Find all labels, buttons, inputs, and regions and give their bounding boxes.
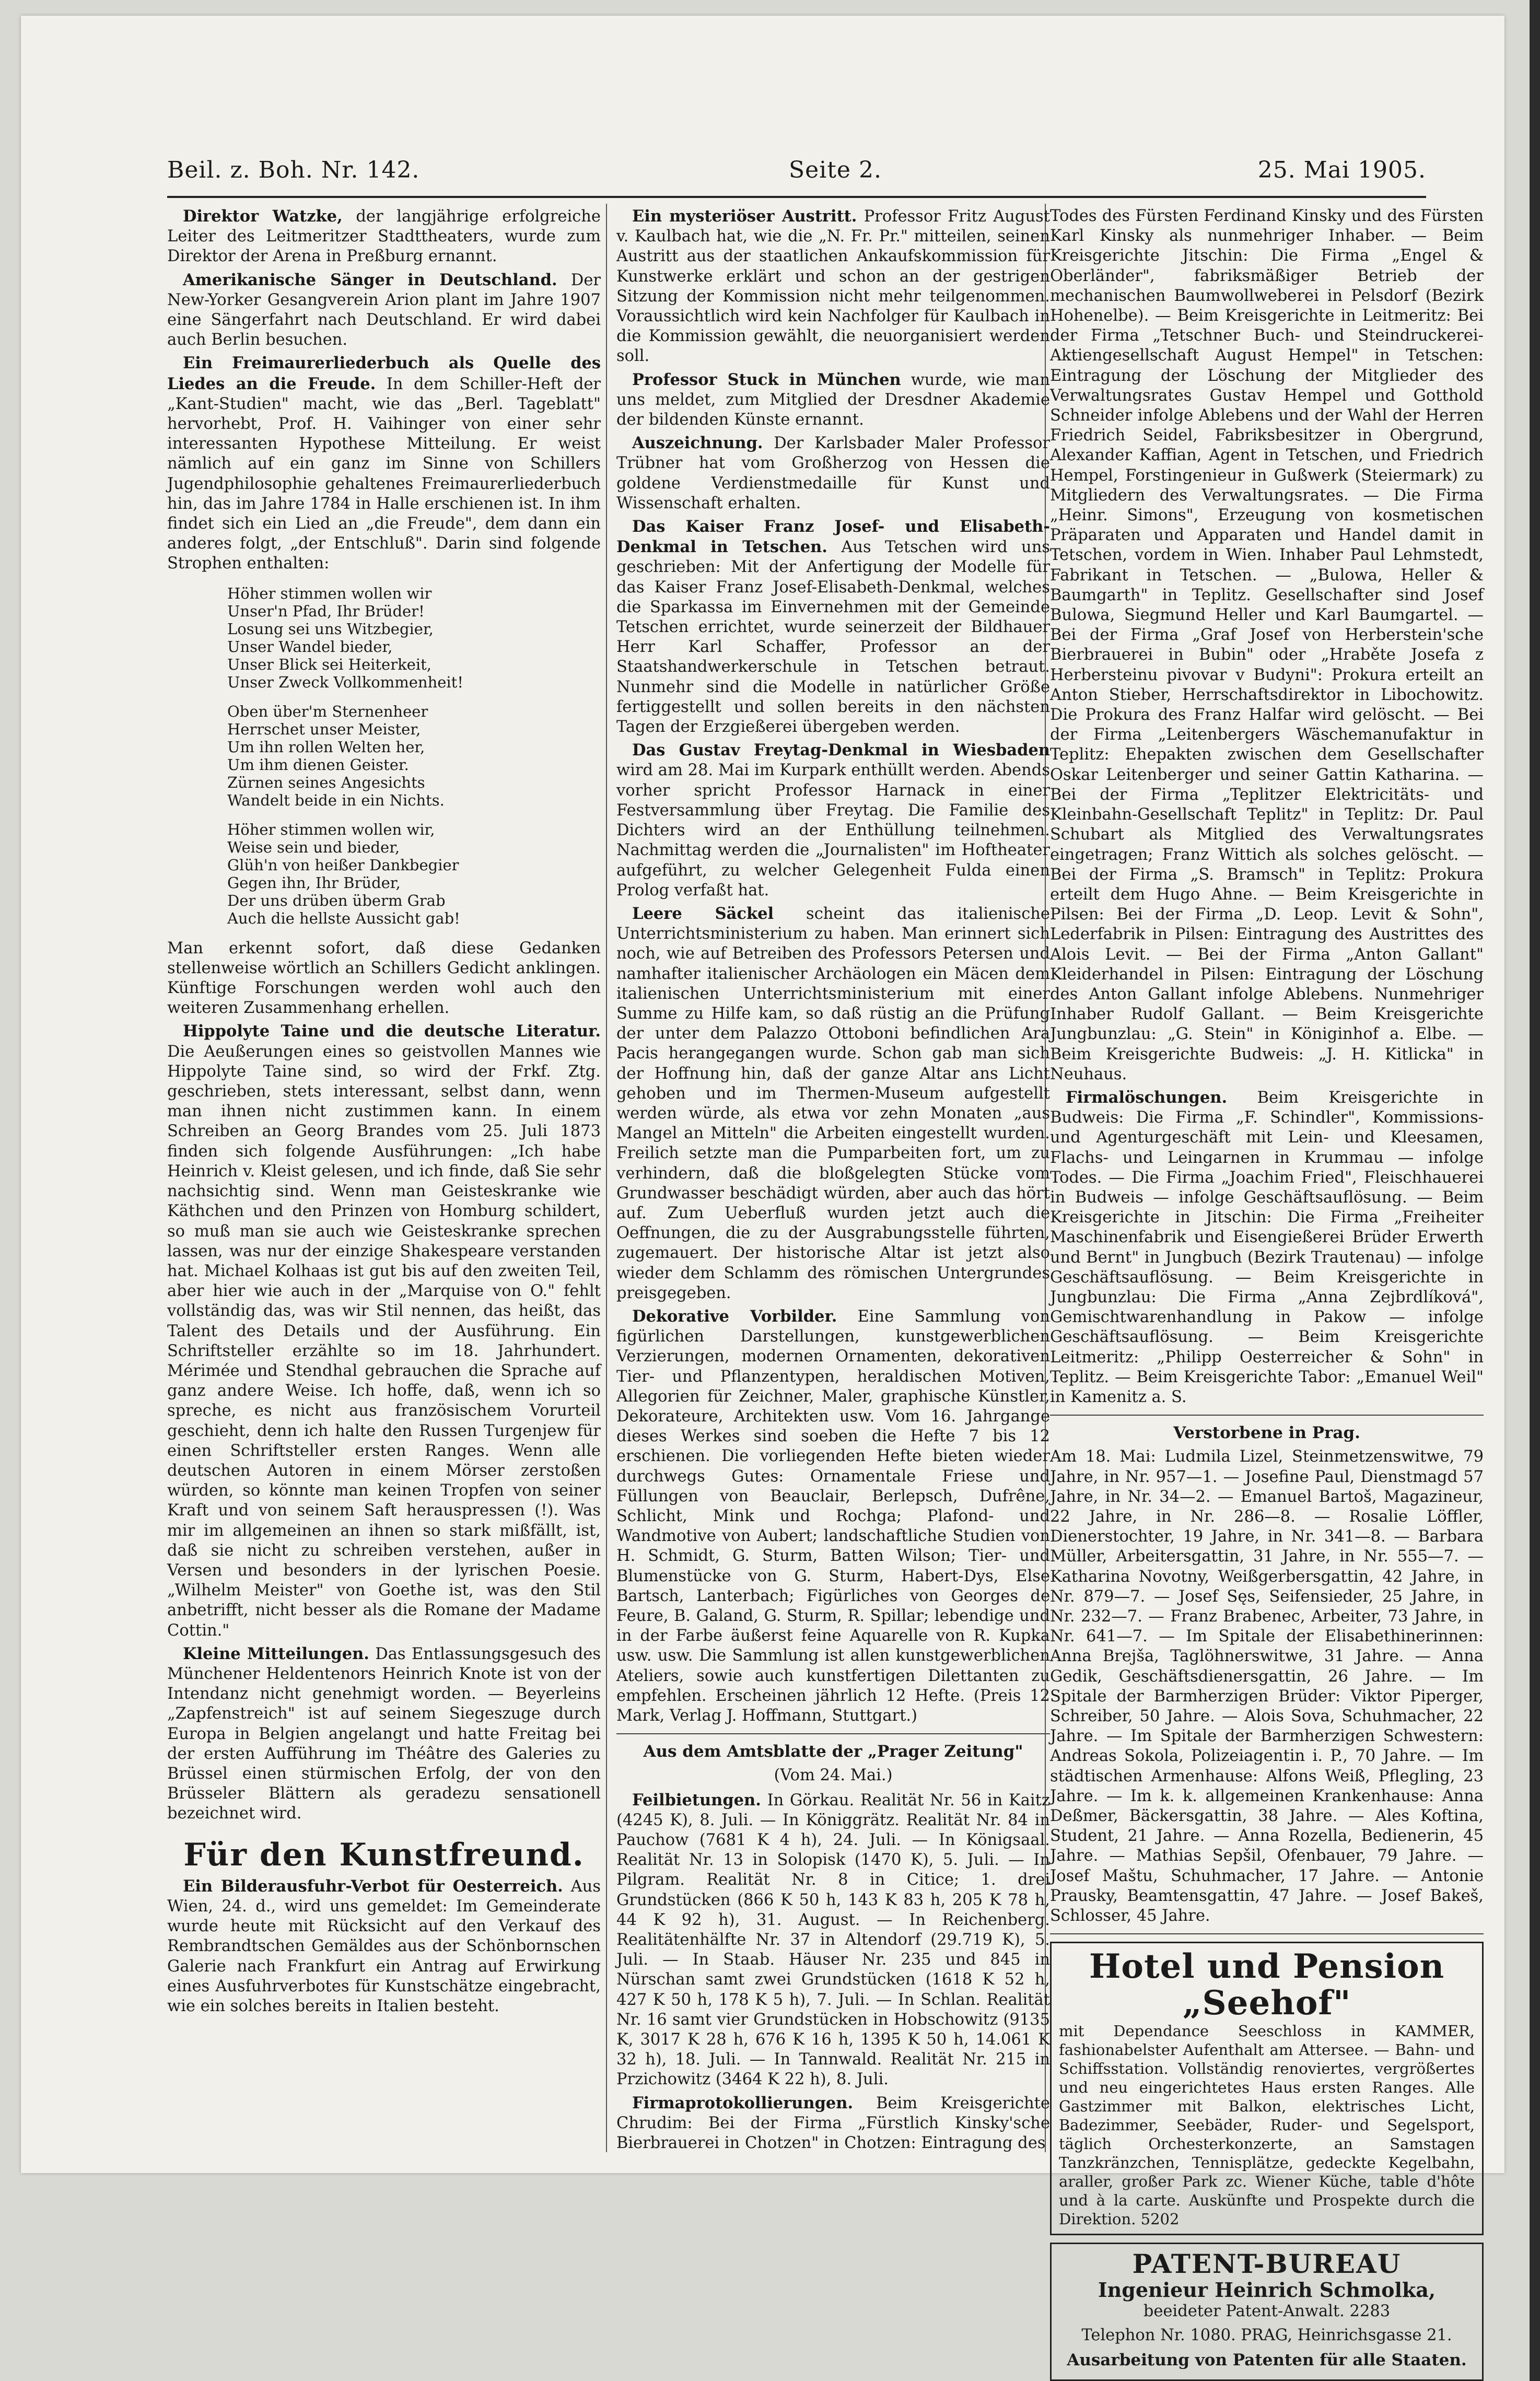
article-ausfuhrverbot (167, 1876, 601, 2016)
poem-line: Wandelt beide in ein Nichts. (227, 791, 445, 809)
header-divider (167, 196, 1426, 198)
article-body: der langjährige erfolgreiche Leiter des Leitmeritzer Stadttheaters, wurde zum Direktor der Arena in Preßburg ernannt. (167, 207, 601, 266)
poem-line: Unser Zweck Vollkommenheit! (227, 673, 463, 691)
article-title: Ein Bilderausfuhr-Verbot für Oesterreich. (183, 1876, 563, 1896)
column-divider (606, 204, 607, 2152)
article-mitteilungen (167, 1644, 601, 1824)
ad-title: Hotel und Pension „Seehof" (1089, 1947, 1445, 2023)
article-firmaprotokoll (616, 2093, 1050, 2154)
article-saeckel (616, 904, 1050, 1303)
poem-stanza (227, 585, 601, 691)
article-title: Hippolyte Taine und die deutsche Literatur. (183, 1022, 601, 1041)
article-firmaloeschungen (1050, 1088, 1484, 1407)
article-title: Kleine Mitteilungen. (183, 1644, 369, 1663)
section-title: Für den Kunstfreund. (183, 1836, 585, 1873)
advertisement-seehof (1050, 1942, 1484, 2235)
poem-line: Weise sein und bieder, (227, 838, 400, 856)
poem-stanza (227, 821, 601, 927)
article-body: Man erkennt sofort, daß diese Gedanken stellenweise wörtlich an Schillers Gedicht anklingen. Künftige Forschungen werden wohl auch den weiteren Zusammenhang erhellen. (167, 939, 601, 1018)
article-freimaurer (167, 353, 601, 574)
article-freytag (616, 740, 1050, 901)
article-body: wurde, wie man uns meldet, zum Mitglied der Dresdner Akademie der bildenden Künste ernannt. (616, 370, 1050, 429)
scan-edge (1530, 0, 1540, 2381)
header-page-number: Seite 2. (789, 157, 882, 183)
page-header (167, 157, 1426, 193)
article-body: In dem Schiller-Heft der „Kant-Studien" macht, wie das „Berl. Tageblatt" hervorhebt, Prof. H. Vaihinger von einer sehr interessanten Hypothese Mitteilung. Er weist nämlich auf ein ganz im Sinne von Schillers Jugendphilosophie gehaltenes Freimaurerliederbuch hin, das im Jahre 1784 in Halle erschienen ist. In ihm findet sich ein Lied an „die Freude", dem dann ein anderes folgt, „der Entschluß". Darin sind folgende Strophen enthalten: (167, 375, 601, 573)
poem-line: Höher stimmen wollen wir, (227, 820, 435, 838)
article-title: Ein Freimaurerliederbuch als Quelle des Liedes an die Freude. (167, 354, 601, 393)
article-title: Das Gustav Freytag-Denkmal in Wiesbaden (632, 741, 1050, 760)
article-title: Firmaprotokollierungen. (632, 2093, 854, 2112)
poem (227, 585, 601, 927)
deaths-title: Verstorbene in Prag. (1173, 1423, 1360, 1443)
article-stuck (616, 370, 1050, 430)
article-body: In Görkau. Realität Nr. 56 in Kaitz (4245 K), 8. Juli. — In Königgrätz. Realität Nr. 84 in Pauchow (7681 K 4 h), 24. Juli. — In Königsaal. Realität Nr. 13 in Solopisk (1470 K), 5. Juli. — In Pilgram. Realität Nr. 8 in Citice; 1. drei Grundstücken (866 K 50 h, 143 K 83 h, 205 K 78 h, 44 K 92 h), 31. August. — In Reichenberg. Realitätenhälfte Nr. 37 in Altendorf (29.719 K), 5. Juli. — In Staab. Häuser Nr. 235 und 845 in Nürschan samt zwei Grundstücken (1618 K 52 h, 427 K 50 h, 178 K 5 h), 7. Juli. — In Schlan. Realität Nr. 16 samt vier Grundstücken in Hobschowitz (9135 K, 3017 K 28 h, 676 K 16 h, 1395 K 50 h, 14.061 K 32 h), 18. Juli. — In Tannwald. Realität Nr. 215 in Przichowitz (3464 K 22 h), 8. Juli. (616, 1791, 1050, 2089)
poem-line: Unser Wandel bieder, (227, 637, 393, 656)
article-body: Der New-Yorker Gesangverein Arion plant im Jahre 1907 eine Sängerfahrt nach Deutschland. Er wird dabei auch Berlin besuchen. (167, 271, 601, 349)
article-title: Leere Säckel (632, 904, 774, 923)
article-title: Direktor Watzke, (183, 207, 343, 226)
column-3 (1050, 206, 1484, 2370)
article-title: Firmalöschungen. (1066, 1088, 1228, 1107)
newspaper-page (21, 16, 1504, 2370)
poem-line: Unser'n Pfad, Ihr Brüder! (227, 602, 425, 620)
article-feilbietungen (616, 1790, 1050, 2090)
poem-line: Um ihn rollen Welten her, (227, 738, 425, 756)
article-body: Aus Wien, 24. d., wird uns gemeldet: Im Gemeinderate wurde heute mit Rücksicht auf den Verkauf des Rembrandtschen Gemäldes aus der Schönbornschen Galerie nach Frankfurt ein Antrag auf Erwirkung eines Ausfuhrverbotes für Kunstschätze eingebracht, wie ein solches bereits in Italien besteht. (167, 1877, 601, 2016)
section-divider (616, 1733, 1050, 1734)
article-body: Das Entlassungsgesuch des Münchener Heldentenors Heinrich Knote ist von der Intendanz nicht genehmigt worden. — Beyerleins „Zapfenstreich" ist auf seinem Siegeszuge durch Europa in Belgien angelangt und hatte Freitag bei der ersten Aufführung im Théâtre des Galeries zu Brüssel einen stürmischen Erfolg, der von den Brüsseler Blättern als geradezu sensationell bezeichnet wird. (167, 1644, 601, 1823)
article-body: Beim Kreisgerichte Chrudim: Bei der Firma „Fürstlich Kinsky'sche Bierbrauerei in Chotzen" in Chotzen: Eintragung des (616, 2094, 1050, 2153)
poem-line: Losung sei uns Witzbegier, (227, 620, 434, 638)
article-body: Aus Tetschen wird uns geschrieben: Mit der Anfertigung der Modelle für das Kaiser Franz Josef-Elisabeth-Denkmal, welches die Sparkassa im Einvernehmen mit der Gemeinde Tetschen errichtet, wurde seinerzeit der Bildhauer Herr Karl Schaffer, Professor an der Staatshandwerkerschule in Tetschen betraut. Nunmehr sind die Modelle in natürlicher Größe fertiggestellt und sollen bereits in den nächsten Tagen der Erzgießerei übergeben werden. (616, 538, 1050, 737)
header-date: 25. Mai 1905. (1257, 157, 1426, 183)
ad-subtitle: beeideter Patent-Anwalt. 2283 (1143, 2302, 1391, 2321)
poem-line: Unser Blick sei Heiterkeit, (227, 655, 431, 673)
article-title: Auszeichnung. (632, 434, 763, 453)
ad-text: mit Dependance Seeschloss in KAMMER, fashionabelster Aufenthalt am Attersee. — Bahn- und Schiffsstation. Vollständig renoviertes, vergrößertes und neu eingerichtetes Haus ersten Ranges. Alle Gastzimmer mit Balkon, elektrisches Licht, Badezimmer, Seebäder, Ruder- und Segelsport, täglich Orchesterkonzerte, an Samstagen Tanzkränzchen, Tennisplätze, gedeckte Kegelbahn, araller, großer Park zc. Wiener Küche, table d'hôte und à la carte. Auskünfte und Prospekte durch die Direktion. 5202 (1059, 2022, 1475, 2228)
poem-line: Der uns drüben überm Grab (227, 891, 446, 909)
poem-line: Oben über'm Sternenheer (227, 702, 428, 720)
ad-text: Ausarbeitung von Patenten für alle Staaten. (1067, 2350, 1467, 2370)
article-title: Professor Stuck in München (632, 370, 901, 389)
article-body: Beim Kreisgerichte in Budweis: Die Firma „F. Schindler", Kommissions- und Agenturgeschäft mit Lein- und Kleesamen, Flachs- und Leingarnen in Krummau — infolge Todes. — Die Firma „Joachim Fried", Fleischhauerei in Budweis — infolge Geschäftsauflösung. — Beim Kreisgerichte in Jitschin: Die Firma „Freiheiter Maschinenfabrik und Eisengießerei Brüder Erwerth und Bernt" in Jungbuch (Bezirk Trautenau) — infolge Geschäftsauflösung. — Beim Kreisgerichte in Jungbunzlau: Die Firma „Anna Zejbrdlíková", Gemischtwarenhandlung in Pakow — infolge Geschäftsauflösung. — Beim Kreisgerichte Leitmeritz: „Philipp Oesterreicher & Sohn" in Teplitz. — Beim Kreisgerichte Tabor: „Emanuel Weil" in Kamenitz a. S. (1050, 1088, 1484, 1406)
section-divider (1050, 1933, 1484, 1934)
article-title: Das Kaiser Franz Josef- und Elisabeth-Denkmal in Tetschen. (616, 517, 1050, 557)
article-saenger (167, 270, 601, 351)
article-body: scheint das italienische Unterrichtsministerium zu haben. Man erinnert sich noch, wie auf Betreiben des Professors Petersen und namhafter italienischer Archäologen ein Mäcen dem italienischen Unterrichtsministerium mit einer Summe zu Hilfe kam, so daß rüstig an die Prüfung der unter dem Palazzo Ottoboni befindlichen Ara Pacis herangegangen wurde. Schon gab man sich der Hoffnung hin, daß der ganze Altar ans Licht gehoben und im Thermen-Museum aufgestellt werden würde, als etwa vor zehn Monaten „aus Mangel an Mitteln" die Arbeiten eingestellt wurden. Freilich setzte man die Pumparbeiten fort, um zu verhindern, daß die bloßgelegten Stücke vom Grundwasser beschädigt würden, aber auch das hört auf. Zum Ueberfluß wurden jetzt auch die Oeffnungen, die zu der Ausgrabungsstelle führten, zugemauert. Der historische Altar ist jetzt also wieder dem Schlamm des römischen Untergrundes preisgegeben. (616, 904, 1050, 1302)
ad-title: PATENT-BUREAU (1132, 2248, 1402, 2280)
poem-line: Gegen ihn, Ihr Brüder, (227, 873, 401, 892)
article-austritt (616, 206, 1050, 367)
amtsblatt-title: Aus dem Amtsblatte der „Prager Zeitung" (643, 1742, 1023, 1761)
poem-line: Glüh'n von heißer Dankbegier (227, 856, 459, 874)
column-1 (167, 206, 601, 2152)
poem-line: Auch die hellste Aussicht gab! (227, 909, 460, 927)
poem-line: Höher stimmen wollen wir (227, 584, 432, 602)
deaths-list: Am 18. Mai: Ludmila Lizel, Steinmetzenswitwe, 79 Jahre, in Nr. 957—1. — Josefine Paul, Dienstmagd 57 Jahre, in Nr. 34—2. — Emanuel Bartoš, Magazineur, 22 Jahre, in Nr. 286—8. — Rosalie Löffler, Dienerstochter, 19 Jahre, in Nr. 341—8. — Barbara Müller, Arbeitersgattin, 31 Jahre, in Nr. 555—7. — Katharina Novotny, Weißgerbersgattin, 42 Jahre, in Nr. 879—7. — Josef Sęs, Seifensieder, 25 Jahre, in Nr. 232—7. — Franz Brabenec, Arbeiter, 73 Jahre, in Nr. 641—7. — Im Spitale der Elisabethinerinnen: Anna Brejša, Taglöhnerswitwe, 31 Jahre. — Anna Gedik, Geschäftsdienersgattin, 26 Jahre. — Im Spitale der Barmherzigen Brüder: Viktor Piperger, Schreiber, 50 Jahre. — Alois Sova, Schuhmacher, 22 Jahre. — Im Spitale der Barmherzigen Schwestern: Andreas Sokola, Polizeiagentin i. P., 70 Jahre. — Im städtischen Armenhause: Alfons Weiß, Pflegling, 23 Jahre. — Im k. k. allgemeinen Krankenhause: Anna Deßmer, Bäckersgattin, 38 Jahre. — Ales Koftina, Student, 21 Jahre. — Anna Rozella, Bedienerin, 45 Jahre. — Mathias Sepšil, Ofenbauer, 79 Jahre. — Josef Maštu, Schuhmacher, 17 Jahre. — Antonie Prausky, Beamtensgattin, 47 Jahre. — Josef Bakeš, Schlosser, 45 Jahre. (1050, 1448, 1484, 1925)
column-2 (616, 206, 1050, 2152)
article-taine (167, 1021, 601, 1640)
article-title: Dekorative Vorbilder. (632, 1306, 837, 1326)
article-watzke (167, 206, 601, 267)
article-body: Die Aeußerungen eines so geistvollen Mannes wie Hippolyte Taine sind, so wird der Frkf. Ztg. geschrieben, stets interessant, selbst dann, wenn man ihnen nicht zustimmen kann. In einem Schreiben an Georg Brandes vom 25. Juli 1873 finden sich folgende Ausführungen: „Ich habe Heinrich v. Kleist gelesen, und ich finde, daß Sie sehr nachsichtig sind. Wenn man Geisteskranke wie Käthchen und den Prinzen von Homburg schildert, so muß man sie auch wie Geisteskranke sprechen lassen, was nur der einzige Shakespeare verstanden hat. Michael Kolhaas ist gut bis auf den zweiten Teil, aber hier wie auch in der „Marquise von O." fehlt vollständig das, was wir Stil nennen, das heißt, das Talent des Details und der Ausführung. Ein Schriftsteller erzählte so im 18. Jahrhundert. Mérimée und Stendhal gebrauchen die Sprache auf ganz andere Weise. Ich hoffe, daß, wenn ich so spreche, es nicht aus französischem Vorurteil geschieht, denn ich halte den Russen Turgenjew für einen Schriftsteller ersten Ranges. Wenn alle deutschen Autoren in einem Mörser zerstoßen würden, so könnte man keinen Tropfen von seiner Kraft und von seinem Saft herauspressen (!). Was mir im allgemeinen an ihnen so stark mißfällt, ist, daß sie nicht zu schreiben verstehen, außer in Versen und besonders in der lyrischen Poesie. „Wilhelm Meister" von Goethe ist, was den Stil anbetrifft, nicht besser als die Romane der Madame Cottin." (167, 1042, 601, 1640)
ad-name: Ingenieur Heinrich Schmolka, (1098, 2278, 1436, 2302)
poem-line: Herrschet unser Meister, (227, 720, 421, 738)
section-divider (1050, 1415, 1484, 1416)
article-title: Amerikanische Sänger in Deutschland. (183, 270, 557, 289)
article-denkmal-tetschen (616, 517, 1050, 737)
article-body: Professor Fritz August v. Kaulbach hat, wie die „N. Fr. Pr." mitteilen, seinen Austritt aus der staatlichen Ankaufskommission für Kunstwerke erklärt und schon an der gestrigen Sitzung der Kommission nicht mehr teilgenommen. Voraussichtlich wird kein Nachfolger für Kaulbach in die Kommission gewählt, die neuorganisiert werden soll. (616, 207, 1050, 366)
article-vorbilder (616, 1306, 1050, 1726)
article-body: Todes des Fürsten Ferdinand Kinsky und des Fürsten Karl Kinsky als nunmehriger Inhaber. — Beim Kreisgerichte Jitschin: Die Firma „Engel & Oberländer", fabriksmäßiger Betrieb der mechanischen Baumwollweberei in Pelsdorf (Bezirk Hohenelbe). — Beim Kreisgerichte in Leitmeritz: Bei der Firma „Tetschner Buch- und Steindruckerei-Aktiengesellschaft August Hempel" in Tetschen: Eintragung der Löschung der Mitglieder des Verwaltungsrates Gustav Hempel und Gotthold Schneider infolge Ablebens und der Wahl der Herren Friedrich Seidel, Fabriksbesitzer in Obergrund, Alexander Kaffian, Agent in Tetschen, und Friedrich Hempel, Forstingenieur in Gußwerk (Steiermark) zu Mitgliedern des Verwaltungsrates. — Die Firma „Heinr. Simons", Erzeugung von kosmetischen Präparaten und Apparaten und Handel damit in Tetschen, vordem in Wien. Inhaber Paul Lehmstedt, Fabrikant in Tetschen. — „Bulowa, Heller & Baumgarth" in Teplitz. Gesellschafter sind Josef Bulowa, Siegmund Heller und Karl Baumgartel. — Bei der Firma „Graf Josef von Herberstein'sche Bierbrauerei in Bubin" oder „Hraběte Josefa z Herbersteinu pivovar v Budyni": Prokura erteilt an Anton Stieber, Herrschaftsdirektor in Libochowitz. Die Prokura des Franz Halfar wird gelöscht. — Bei der Firma „Leitenbergers Wäschemanufaktur in Teplitz: Ehepakten zwischen dem Gesellschafter Oskar Leitenberger und seiner Gattin Katharina. — Bei der Firma „Teplitzer Elektricitäts- und Kleinbahn-Gesellschaft Teplitz" in Teplitz: Dr. Paul Schubart als Mitglied des Verwaltungsrates eingetragen; Franz Wittich als solches gelöscht. — Bei der Firma „S. Bramsch" in Teplitz: Prokura erteilt dem Hugo Ahne. — Beim Kreisgerichte in Pilsen: Bei der Firma „D. Leop. Levit & Sohn", Lederfabrik in Pilsen: Eintragung des Austrittes des Alois Levit. — Bei der Firma „Anton Gallant" Kleiderhandel in Pilsen: Eintragung der Löschung des Anton Gallant infolge Ablebens. Nunmehriger Inhaber Rudolf Gallant. — Beim Kreisgerichte Jungbunzlau: „G. Stein" in Königinhof a. Elbe. — Beim Kreisgerichte Budweis: „J. H. Kitlicka" in Neuhaus. (1050, 207, 1484, 1083)
article-body: Der Karlsbader Maler Professor Trübner hat vom Großherzog von Hessen die goldene Verdienstmedaille für Kunst und Wissenschaft erhalten. (616, 434, 1050, 512)
poem-stanza (227, 703, 601, 809)
article-title: Feilbietungen. (632, 1790, 761, 1810)
advertisement-patent (1050, 2243, 1484, 2381)
ad-address: Telephon Nr. 1080. PRAG, Heinrichsgasse 21. (1081, 2326, 1452, 2345)
poem-line: Um ihm dienen Geister. (227, 755, 409, 774)
article-body: Eine Sammlung von figürlichen Darstellungen, kunstgewerblichen Verzierungen, modernen Ornamenten, dekorativen Tier- und Pflanzentypen, heraldischen Motiven, Allegorien für Zeichner, Maler, graphische Künstler, Dekorateure, Architekten usw. Vom 16. Jahrgange dieses Werkes sind soeben die Hefte 7 bis 12 erschienen. Die vorliegenden Hefte bieten wieder durchwegs Gutes: Ornamentale Friese und Füllungen von Beauclair, Berlepsch, Dufrêne, Schlicht, Mink und Rochga; Plafond- und Wandmotive von Aubert; landschaftliche Studien von H. Schmidt, G. Sturm, Batten Wilson; Tier- und Blumenstücke von G. Sturm, Habert-Dys, Else Bartsch, Lanterbach; Figürliches von Georges de Feure, B. Galand, G. Sturm, R. Spillar; lebendige und in der Farbe äußerst feine Aquarelle von R. Kupka usw. usw. Die Sammlung ist allen kunstgewerblichen Ateliers, sowie auch kunstfertigen Dilettanten zu empfehlen. Erscheinen jährlich 12 Hefte. (Preis 12 Mark, Verlag J. Hoffmann, Stuttgart.) (616, 1307, 1051, 1725)
amtsblatt-date: (Vom 24. Mai.) (774, 1766, 893, 1785)
article-auszeichnung (616, 433, 1050, 513)
article-title: Ein mysteriöser Austritt. (632, 207, 857, 226)
header-issue: Beil. z. Boh. Nr. 142. (167, 157, 420, 183)
article-body: wird am 28. Mai im Kurpark enthüllt werden. Abends vorher spricht Professor Harnack in einer Festversammlung über Freytag. Die Familie des Dichters wird an der Enthüllung teilnehmen. Nachmittag werden die „Journalisten" im Hoftheater aufgeführt, zu welcher Gelegenheit Fulda einen Prolog verfaßt hat. (616, 761, 1050, 900)
poem-line: Zürnen seines Angesichts (227, 773, 425, 791)
